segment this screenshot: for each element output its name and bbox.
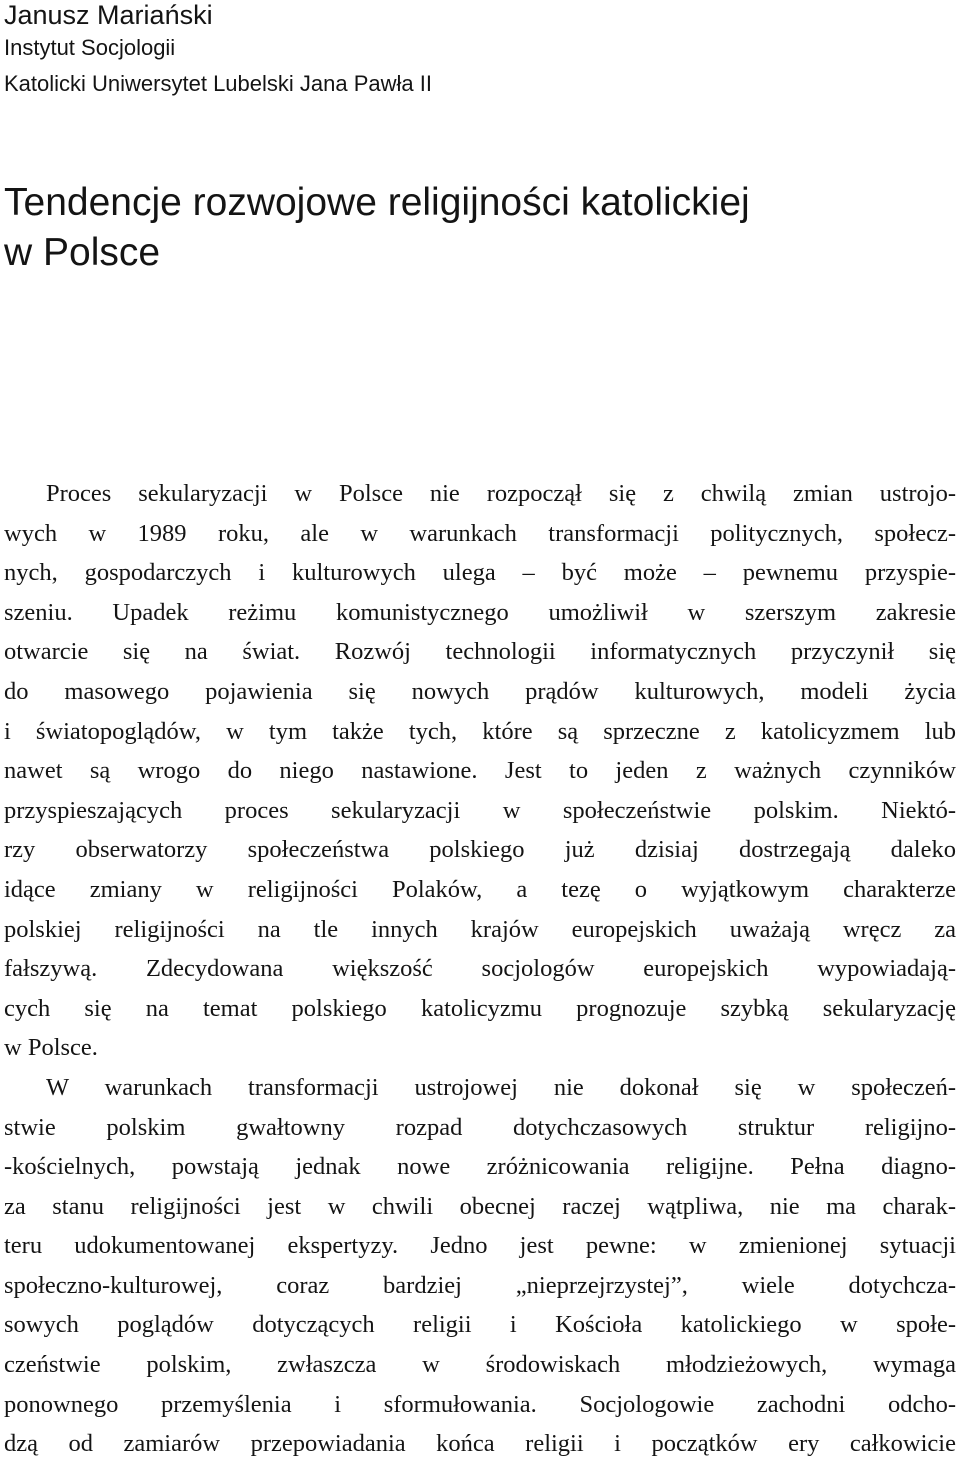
paragraph-line: W warunkach transformacji ustrojowej nie dokonał się w społeczeń- <box>46 1073 956 1101</box>
university-name: Katolicki Uniwersytet Lubelski Jana Pawła II <box>4 71 432 96</box>
paper-title-line: w Polsce <box>4 231 161 274</box>
paper-title-line: Tendencje rozwojowe religijności katolickiej <box>4 181 750 224</box>
paragraph-line: sowych poglądów dotyczących religii i Kościoła katolickiego w społe- <box>4 1311 956 1339</box>
paragraph-line: cych się na temat polskiego katolicyzmu prognozuje szybką sekularyzację <box>4 994 956 1022</box>
paragraph-line: polskiej religijności na tle innych krajów europejskich uważają wręcz za <box>4 915 956 943</box>
paragraph-line: idące zmiany w religijności Polaków, a tezę o wyjątkowym charakterze <box>4 875 956 903</box>
paragraph-line: dzą od zamiarów przepowiadania końca religii i początków ery całkowicie <box>4 1430 956 1458</box>
paragraph-line: stwie polskim gwałtowny rozpad dotychczasowych struktur religijno- <box>4 1113 956 1141</box>
paragraph-line: za stanu religijności jest w chwili obecnej raczej wątpliwa, nie ma charak- <box>4 1192 956 1220</box>
institute-name: Instytut Socjologii <box>4 35 176 60</box>
author-name: Janusz Mariański <box>4 0 213 30</box>
paragraph-line: nych, gospodarczych i kulturowych ulega – być może – pewnemu przyspie- <box>4 559 956 587</box>
paragraph-line: w Polsce. <box>4 1034 98 1062</box>
paragraph-line: społeczno-kulturowej, coraz bardziej „nieprzejrzystej”, wiele dotychcza- <box>4 1271 956 1299</box>
paragraph-line: przyspieszających proces sekularyzacji w społeczeństwie polskim. Niektó- <box>4 796 956 824</box>
paragraph-line: otwarcie się na świat. Rozwój technologii informatycznych przyczynił się <box>4 638 956 666</box>
paragraph-line: teru udokumentowanej ekspertyzy. Jedno jest pewne: w zmienionej sytuacji <box>4 1232 956 1260</box>
paragraph-line: fałszywą. Zdecydowana większość socjologów europejskich wypowiadają- <box>4 955 956 983</box>
paragraph-line: czeństwie polskim, zwłaszcza w środowiskach młodzieżowych, wymaga <box>4 1351 956 1379</box>
paragraph-line: -kościelnych, powstają jednak nowe zróżnicowania religijne. Pełna diagno- <box>4 1153 956 1181</box>
paragraph-line: do masowego pojawienia się nowych prądów kulturowych, modeli życia <box>4 677 956 705</box>
paper-title <box>4 178 944 278</box>
paragraph-line: nawet są wrogo do niego nastawione. Jest to jeden z ważnych czynników <box>4 757 956 785</box>
paragraph-line: i światopoglądów, w tym także tych, które są sprzeczne z katolicyzmem lub <box>4 717 956 745</box>
paragraph-line: wych w 1989 roku, ale w warunkach transformacji politycznych, społecz- <box>4 519 956 547</box>
paragraph-line: ponownego przemyślenia i sformułowania. Socjologowie zachodni odcho- <box>4 1390 956 1418</box>
header <box>4 0 432 102</box>
paragraph-line: rzy obserwatorzy społeczeństwa polskiego już dzisiaj dostrzegają daleko <box>4 836 956 864</box>
paragraph-line: Proces sekularyzacji w Polsce nie rozpoczął się z chwilą zmian ustrojo- <box>46 480 956 507</box>
paragraph-line: szeniu. Upadek reżimu komunistycznego umożliwił w szerszym zakresie <box>4 598 956 626</box>
body-text <box>4 474 956 1464</box>
